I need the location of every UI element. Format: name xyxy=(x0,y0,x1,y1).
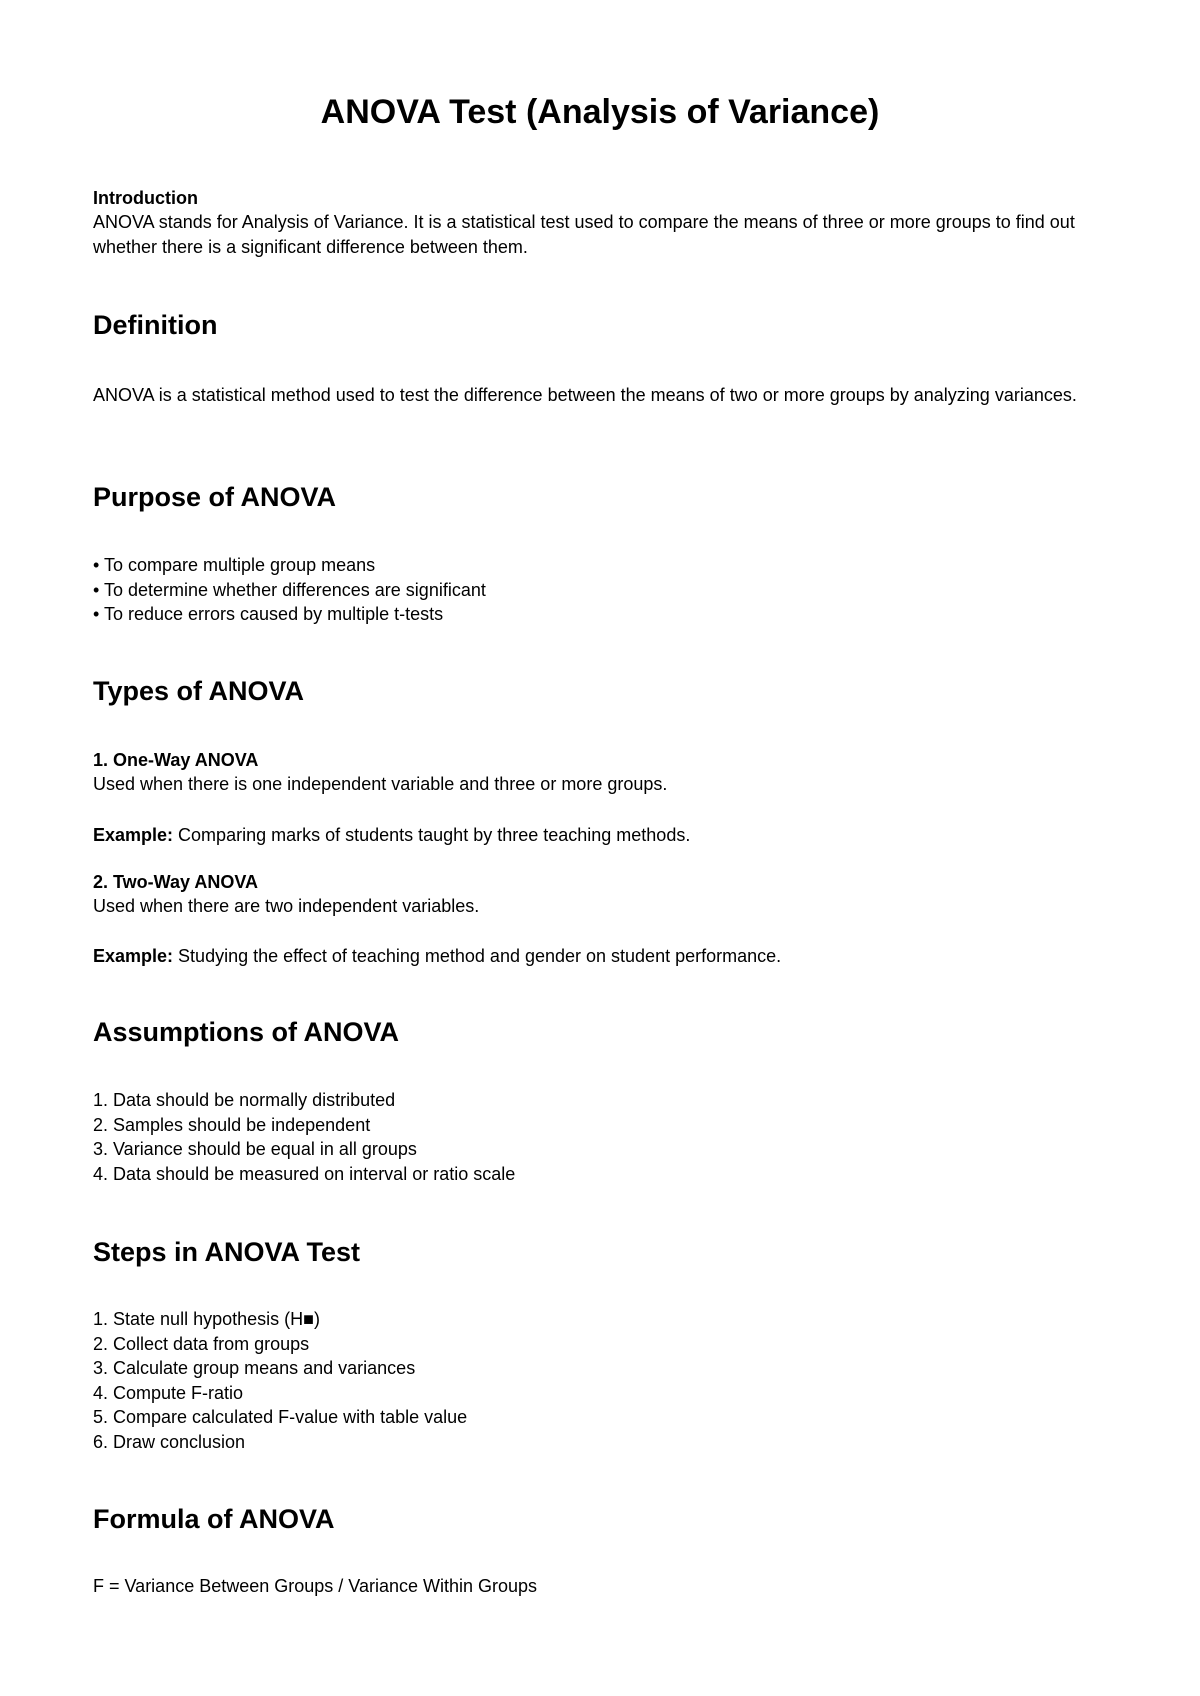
steps-block xyxy=(93,1307,1123,1454)
introduction-text: ANOVA stands for Analysis of Variance. It is a statistical test used to compare the means of three or more groups to find out whether there is a significant difference between them. xyxy=(93,212,1075,257)
steps-heading: Steps in ANOVA Test xyxy=(93,1237,361,1267)
formula-text: F = Variance Between Groups / Variance Within Groups xyxy=(93,1576,538,1596)
introduction-block xyxy=(93,186,1123,259)
purpose-block xyxy=(93,553,1123,627)
example-text: Comparing marks of students taught by three teaching methods. xyxy=(173,825,691,845)
assumptions-block xyxy=(93,1088,1123,1186)
list-item: 1. Data should be normally distributed xyxy=(93,1090,396,1110)
list-item: 6. Draw conclusion xyxy=(93,1431,246,1452)
two-way-text: Used when there are two independent variables. xyxy=(93,896,480,916)
two-way-example xyxy=(93,944,1123,968)
example-text: Studying the effect of teaching method and gender on student performance. xyxy=(173,946,782,966)
list-item: 4. Data should be measured on interval or ratio scale xyxy=(93,1163,516,1184)
formula-heading: Formula of ANOVA xyxy=(93,1504,335,1534)
two-way-title: 2. Two-Way ANOVA xyxy=(93,872,259,892)
one-way-title: 1. One-Way ANOVA xyxy=(93,750,259,770)
list-item: • To compare multiple group means xyxy=(93,555,376,575)
steps-list xyxy=(93,1307,1123,1454)
assumptions-heading: Assumptions of ANOVA xyxy=(93,1017,400,1047)
list-item: 4. Compute F-ratio xyxy=(93,1382,244,1403)
one-way-example xyxy=(93,823,1123,847)
one-way-text: Used when there is one independent variable and three or more groups. xyxy=(93,774,668,794)
introduction-label: Introduction xyxy=(93,188,198,208)
definition-block xyxy=(93,383,1123,408)
definition-heading: Definition xyxy=(93,310,218,340)
assumptions-list xyxy=(93,1088,1123,1186)
purpose-heading: Purpose of ANOVA xyxy=(93,482,337,512)
example-label: Example: xyxy=(93,946,174,966)
list-item: 1. State null hypothesis (H■) xyxy=(93,1309,320,1329)
list-item: • To reduce errors caused by multiple t-tests xyxy=(93,604,444,624)
list-item: 5. Compare calculated F-value with table value xyxy=(93,1407,468,1427)
list-item: 3. Variance should be equal in all groups xyxy=(93,1139,417,1159)
formula-block xyxy=(93,1574,1123,1599)
list-item: 2. Collect data from groups xyxy=(93,1333,310,1354)
example-label: Example: xyxy=(93,825,174,845)
types-heading: Types of ANOVA xyxy=(93,676,305,706)
list-item: 3. Calculate group means and variances xyxy=(93,1358,416,1378)
document-title: ANOVA Test (Analysis of Variance) xyxy=(320,93,880,131)
one-way-block xyxy=(93,748,1123,797)
two-way-block xyxy=(93,870,1123,919)
list-item: 2. Samples should be independent xyxy=(93,1114,371,1135)
definition-text: ANOVA is a statistical method used to test the difference between the means of two or more groups by analyzing variances. xyxy=(93,385,1077,405)
purpose-list xyxy=(93,553,1123,627)
list-item: • To determine whether differences are significant xyxy=(93,579,486,600)
